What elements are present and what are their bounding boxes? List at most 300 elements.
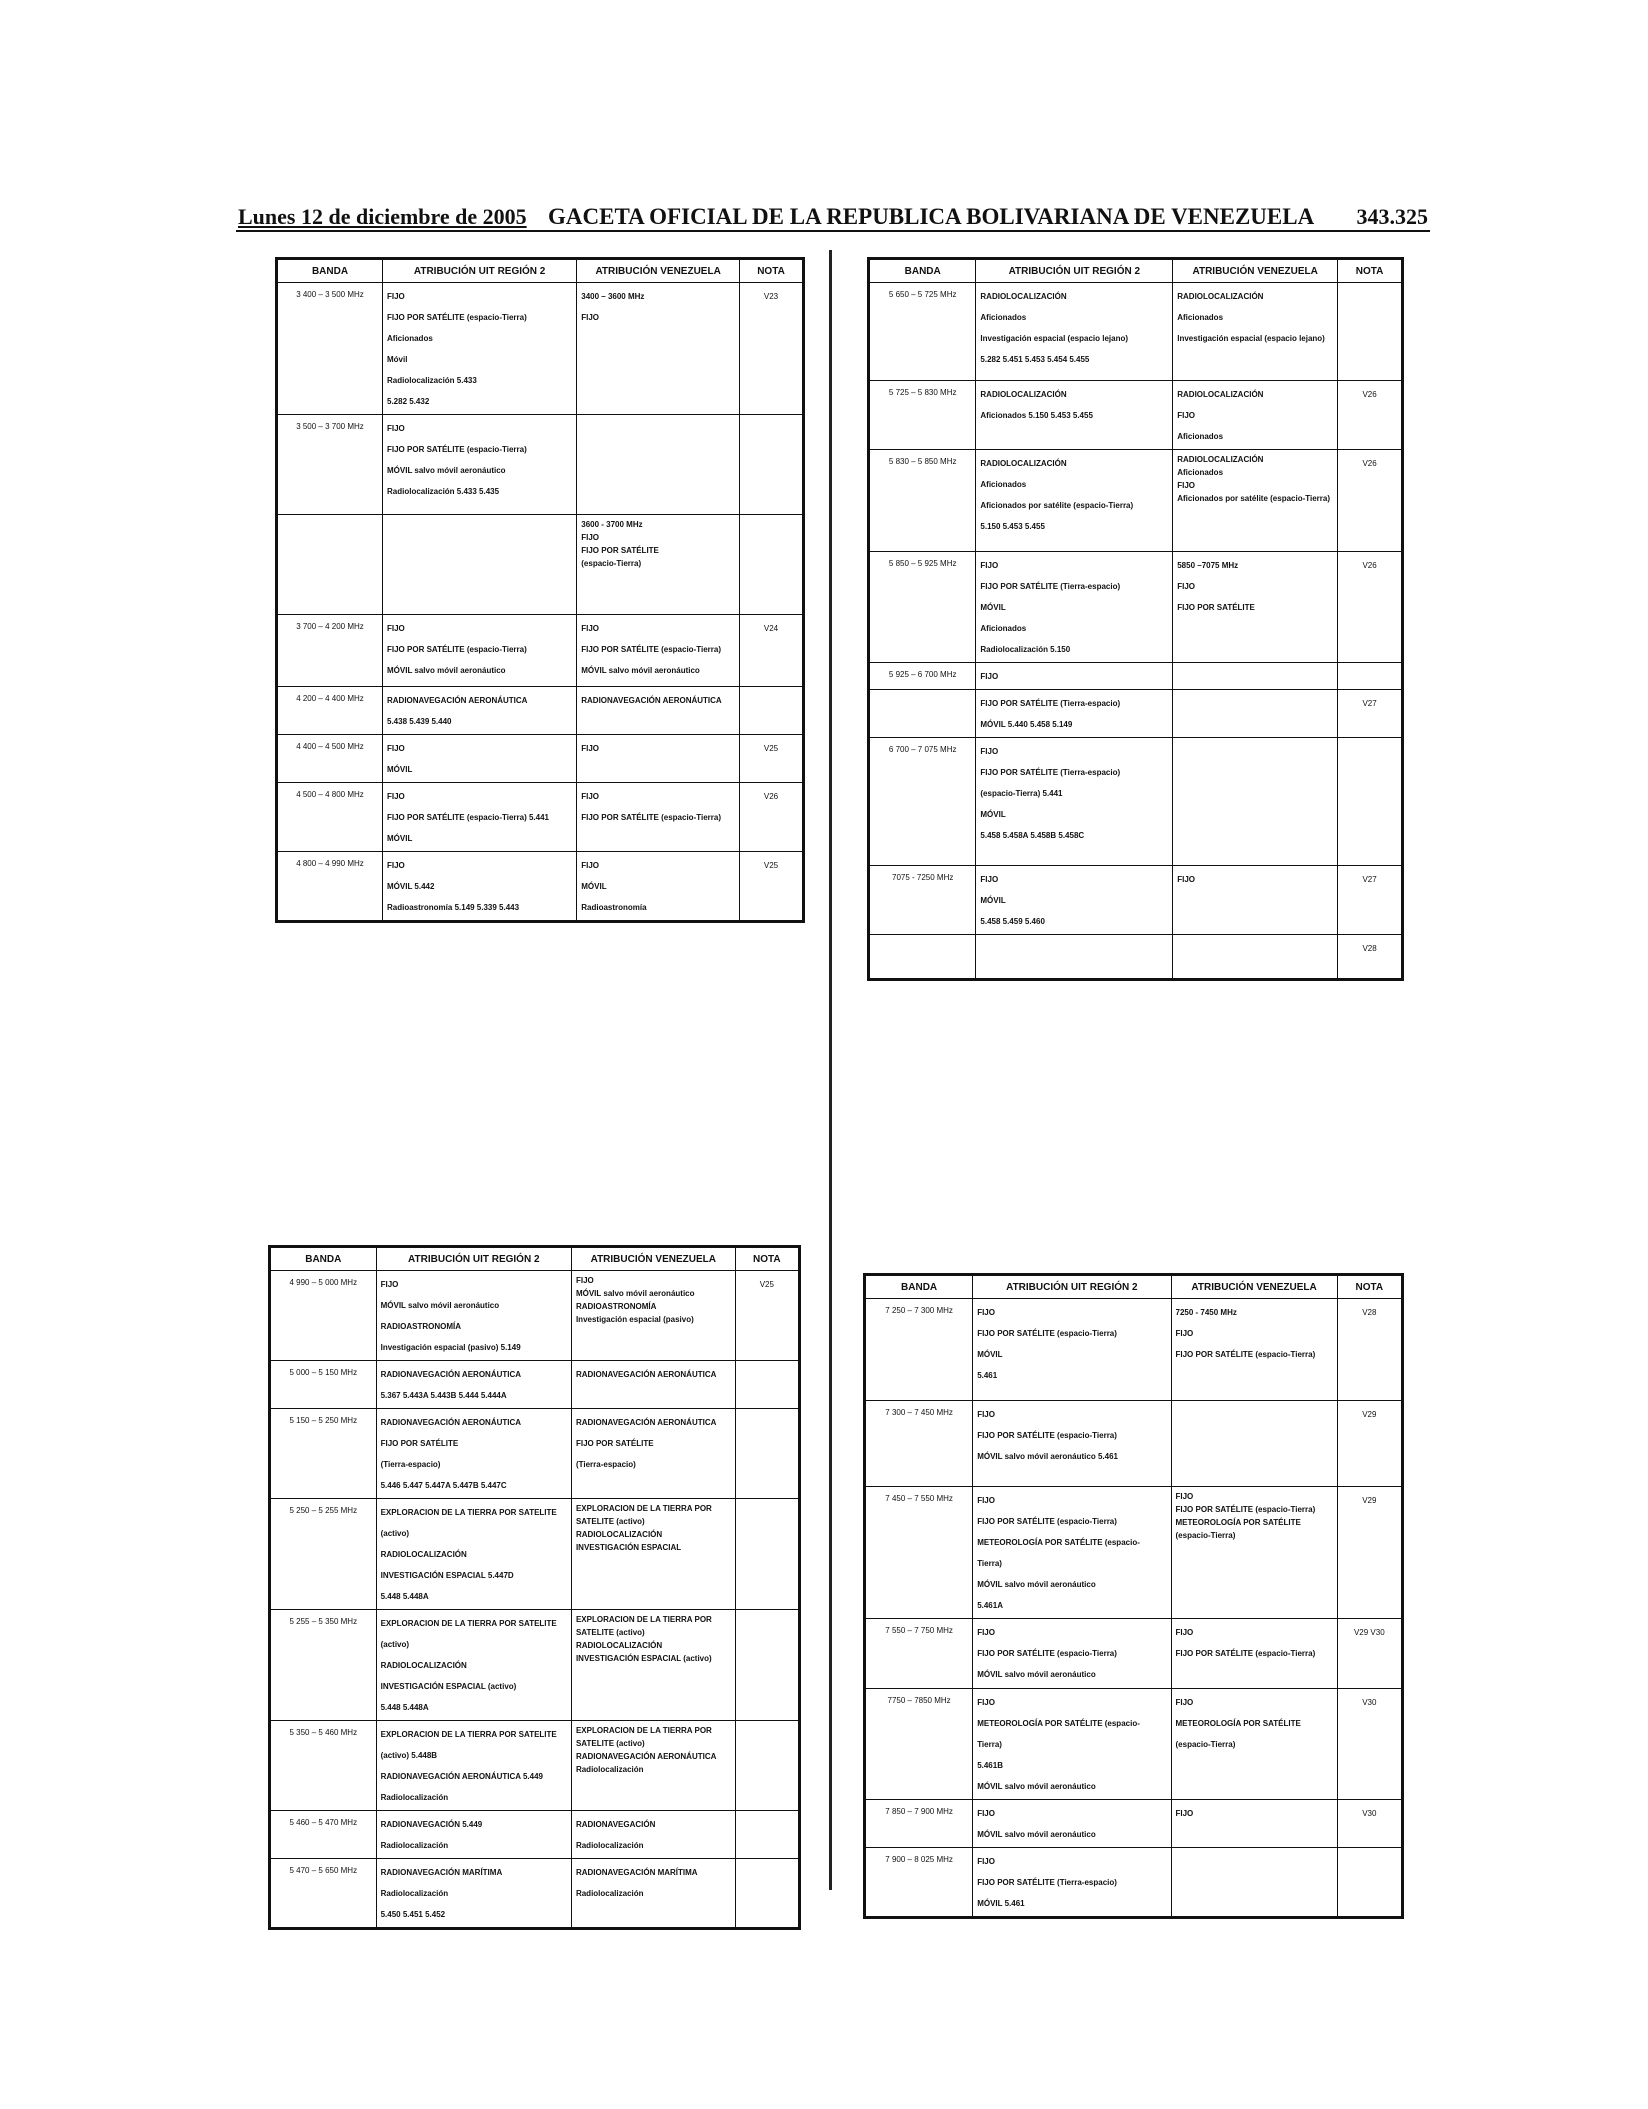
allocation-line: METEOROLOGÍA POR SATÉLITE	[1175, 1518, 1301, 1527]
venezuela-allocation-cell	[1171, 1487, 1337, 1619]
allocation-line: MÓVIL salvo móvil aeronáutico	[977, 1670, 1096, 1679]
band-cell	[278, 515, 383, 615]
allocation-line: MÓVIL	[387, 765, 413, 774]
band-cell: 7 900 – 8 025 MHz	[866, 1848, 973, 1917]
allocation-line: MÓVIL	[980, 603, 1006, 612]
note-cell: V28	[1337, 1299, 1401, 1401]
band-cell: 5 470 – 5 650 MHz	[271, 1859, 377, 1928]
band-cell: 5 255 – 5 350 MHz	[271, 1610, 377, 1721]
allocation-line: FIJO	[581, 861, 600, 870]
venezuela-allocation-cell	[1171, 1619, 1337, 1689]
band-cell	[870, 690, 976, 738]
table-row	[271, 1721, 799, 1811]
allocation-line: 5.458 5.459 5.460	[980, 917, 1045, 926]
note-cell: V30	[1337, 1689, 1401, 1800]
table-row	[866, 1800, 1402, 1848]
itu-allocation-cell	[376, 1409, 571, 1499]
allocation-line: EXPLORACION DE LA TIERRA POR	[575, 1726, 712, 1735]
allocation-line: RADIOLOCALIZACIÓN	[980, 390, 1067, 399]
allocation-line: (activo)	[380, 1529, 410, 1538]
itu-allocation-cell	[973, 1401, 1171, 1487]
venezuela-allocation-cell	[1171, 1401, 1337, 1487]
allocation-line: FIJO POR SATÉLITE (espacio-Tierra)	[1175, 1350, 1316, 1359]
itu-allocation-cell	[976, 381, 1173, 450]
table-row	[278, 515, 803, 615]
table-row	[870, 283, 1402, 381]
table-header-row	[866, 1276, 1402, 1299]
venezuela-allocation-cell	[571, 1499, 735, 1610]
itu-allocation-cell	[973, 1800, 1171, 1848]
allocation-line: MÓVIL salvo móvil aeronáutico	[977, 1830, 1096, 1839]
allocation-line: FIJO	[1177, 481, 1196, 490]
band-cell: 3 500 – 3 700 MHz	[278, 415, 383, 515]
band-cell: 5 150 – 5 250 MHz	[271, 1409, 377, 1499]
column-header: BANDA	[278, 260, 383, 283]
table-row	[870, 663, 1402, 690]
table-row	[870, 690, 1402, 738]
allocation-line: Aficionados	[1177, 468, 1224, 477]
allocation-line: FIJO	[1177, 875, 1196, 884]
band-cell: 5 925 – 6 700 MHz	[870, 663, 976, 690]
table-row	[278, 735, 803, 783]
note-cell	[1337, 1848, 1401, 1917]
itu-allocation-cell	[383, 852, 577, 921]
venezuela-allocation-cell	[571, 1610, 735, 1721]
allocation-line: FIJO	[1175, 1329, 1194, 1338]
venezuela-allocation-cell	[577, 283, 740, 415]
venezuela-allocation-cell	[1171, 1848, 1337, 1917]
band-cell: 5 650 – 5 725 MHz	[870, 283, 976, 381]
allocation-line: FIJO	[977, 1410, 995, 1419]
band-cell: 5 850 – 5 925 MHz	[870, 552, 976, 663]
venezuela-allocation-cell	[577, 783, 740, 852]
allocation-line: 3400 – 3600 MHz	[581, 292, 645, 301]
allocation-line: Aficionados	[980, 624, 1027, 633]
venezuela-allocation-cell	[571, 1271, 735, 1361]
allocation-line: FIJO	[977, 1628, 995, 1637]
table-row	[271, 1610, 799, 1721]
itu-allocation-cell	[383, 415, 577, 515]
allocation-line: INVESTIGACIÓN ESPACIAL (activo)	[380, 1682, 517, 1691]
table-row	[271, 1409, 799, 1499]
table-header-row	[271, 1248, 799, 1271]
itu-allocation-cell	[976, 552, 1173, 663]
venezuela-allocation-cell	[1173, 283, 1338, 381]
allocation-line: Radiolocalización 5.433	[387, 376, 477, 385]
allocation-line: MÓVIL	[980, 810, 1006, 819]
itu-allocation-cell	[976, 283, 1173, 381]
table-row	[278, 615, 803, 687]
venezuela-allocation-cell	[577, 515, 740, 615]
column-header: ATRIBUCIÓN VENEZUELA	[577, 260, 740, 283]
allocation-line: MÓVIL salvo móvil aeronáutico	[387, 466, 506, 475]
header-page-number: 343.325	[1356, 204, 1428, 229]
allocation-line: Aficionados	[1177, 313, 1224, 322]
venezuela-allocation-cell	[1173, 450, 1338, 552]
allocation-line: 5.282 5.432	[387, 397, 430, 406]
column-header: BANDA	[866, 1276, 973, 1299]
allocation-line: SATELITE (activo)	[575, 1517, 645, 1526]
column-header: NOTA	[1338, 260, 1402, 283]
note-cell: V30	[1337, 1800, 1401, 1848]
itu-allocation-cell	[383, 687, 577, 735]
allocation-line: Aficionados	[1177, 432, 1224, 441]
allocation-line: RADIONAVEGACIÓN AERONÁUTICA	[575, 1752, 717, 1761]
itu-allocation-cell	[973, 1487, 1171, 1619]
allocation-line: FIJO	[1177, 411, 1196, 420]
allocation-line: Radiolocalización	[575, 1765, 644, 1774]
allocation-line: RADIONAVEGACIÓN AERONÁUTICA	[380, 1370, 522, 1379]
venezuela-allocation-cell	[577, 615, 740, 687]
allocation-line: RADIOLOCALIZACIÓN	[1177, 292, 1264, 301]
band-cell: 4 800 – 4 990 MHz	[278, 852, 383, 921]
allocation-line: Radioastronomía 5.149 5.339 5.443	[387, 903, 520, 912]
table-row	[278, 783, 803, 852]
note-cell: V29	[1337, 1401, 1401, 1487]
note-cell	[735, 1409, 798, 1499]
column-header: ATRIBUCIÓN UIT REGIÓN 2	[376, 1248, 571, 1271]
allocation-line: Tierra)	[977, 1559, 1002, 1568]
allocation-line: Aficionados	[980, 313, 1027, 322]
venezuela-allocation-cell	[571, 1859, 735, 1928]
allocation-line: Radiolocalización	[380, 1841, 449, 1850]
venezuela-allocation-cell	[1171, 1800, 1337, 1848]
allocation-table	[270, 1247, 799, 1928]
column-header: ATRIBUCIÓN VENEZUELA	[571, 1248, 735, 1271]
venezuela-allocation-cell	[571, 1409, 735, 1499]
allocation-line: FIJO POR SATÉLITE (espacio-Tierra) 5.441	[387, 813, 549, 822]
venezuela-allocation-cell	[571, 1721, 735, 1811]
note-cell	[735, 1499, 798, 1610]
allocation-line: RADIONAVEGACIÓN AERONÁUTICA	[380, 1418, 522, 1427]
allocation-line: 5.446 5.447 5.447A 5.447B 5.447C	[380, 1481, 507, 1490]
allocation-line: RADIOLOCALIZACIÓN	[980, 459, 1067, 468]
band-cell: 6 700 – 7 075 MHz	[870, 738, 976, 866]
allocation-line: RADIOASTRONOMÍA	[575, 1302, 657, 1311]
allocation-line: (Tierra-espacio)	[575, 1460, 636, 1469]
allocation-line: EXPLORACION DE LA TIERRA POR SATELITE	[380, 1730, 557, 1739]
itu-allocation-cell	[976, 935, 1173, 979]
allocation-line: (espacio-Tierra)	[581, 559, 642, 568]
allocation-line: INVESTIGACIÓN ESPACIAL (activo)	[575, 1654, 712, 1663]
band-cell	[870, 935, 976, 979]
table-row	[278, 415, 803, 515]
band-cell: 4 400 – 4 500 MHz	[278, 735, 383, 783]
allocation-line: FIJO	[980, 672, 999, 681]
allocation-line: SATELITE (activo)	[575, 1739, 645, 1748]
header-title: GACETA OFICIAL DE LA REPUBLICA BOLIVARIANA DE VENEZUELA	[548, 204, 1315, 229]
allocation-line: RADIOLOCALIZACIÓN	[380, 1550, 467, 1559]
allocation-line: Aficionados 5.150 5.453 5.455	[980, 411, 1093, 420]
allocation-line: FIJO	[387, 292, 405, 301]
allocation-line: FIJO	[387, 744, 405, 753]
table-row	[870, 866, 1402, 935]
allocation-line: 5.450 5.451 5.452	[380, 1910, 446, 1919]
allocation-line: FIJO	[380, 1280, 399, 1289]
note-cell: V26	[1338, 450, 1402, 552]
band-cell: 5 725 – 5 830 MHz	[870, 381, 976, 450]
allocation-line: FIJO POR SATÉLITE	[575, 1439, 654, 1448]
allocation-line: FIJO	[977, 1809, 995, 1818]
itu-allocation-cell	[376, 1811, 571, 1859]
allocation-line: RADIONAVEGACIÓN MARÍTIMA	[575, 1868, 698, 1877]
allocation-line: FIJO	[1175, 1809, 1194, 1818]
allocation-line: FIJO POR SATÉLITE (Tierra-espacio)	[977, 1878, 1117, 1887]
allocation-line: FIJO	[387, 792, 405, 801]
allocation-line: RADIOLOCALIZACIÓN	[575, 1530, 663, 1539]
table-row	[870, 552, 1402, 663]
note-cell	[740, 415, 803, 515]
allocation-table	[865, 1275, 1402, 1917]
itu-allocation-cell	[376, 1859, 571, 1928]
band-cell: 3 400 – 3 500 MHz	[278, 283, 383, 415]
venezuela-allocation-cell	[1173, 866, 1338, 935]
allocation-line: METEOROLOGÍA POR SATÉLITE (espacio-	[977, 1719, 1140, 1728]
allocation-line: RADIOLOCALIZACIÓN	[575, 1641, 663, 1650]
allocation-line: RADIONAVEGACIÓN AERONÁUTICA	[575, 1370, 717, 1379]
allocation-line: FIJO	[575, 1276, 594, 1285]
table-row	[866, 1689, 1402, 1800]
itu-allocation-cell	[383, 515, 577, 615]
table-row	[271, 1271, 799, 1361]
note-cell: V29	[1337, 1487, 1401, 1619]
allocation-line: RADIOLOCALIZACIÓN	[1177, 455, 1264, 464]
allocation-line: MÓVIL	[581, 882, 607, 891]
column-header: ATRIBUCIÓN UIT REGIÓN 2	[976, 260, 1173, 283]
itu-allocation-cell	[383, 283, 577, 415]
itu-allocation-cell	[376, 1721, 571, 1811]
itu-allocation-cell	[376, 1499, 571, 1610]
note-cell: V27	[1338, 690, 1402, 738]
allocation-line: RADIONAVEGACIÓN MARÍTIMA	[380, 1868, 503, 1877]
band-cell: 7750 – 7850 MHz	[866, 1689, 973, 1800]
allocation-line: EXPLORACION DE LA TIERRA POR SATELITE	[380, 1508, 557, 1517]
allocation-line: FIJO POR SATÉLITE (espacio-Tierra)	[387, 445, 527, 454]
band-cell: 5 460 – 5 470 MHz	[271, 1811, 377, 1859]
allocation-line: (Tierra-espacio)	[380, 1460, 441, 1469]
allocation-line: INVESTIGACIÓN ESPACIAL 5.447D	[380, 1571, 514, 1580]
allocation-line: FIJO	[581, 313, 600, 322]
venezuela-allocation-cell	[1173, 738, 1338, 866]
note-cell: V23	[740, 283, 803, 415]
allocation-line: 7250 - 7450 MHz	[1175, 1308, 1237, 1317]
band-cell: 5 830 – 5 850 MHz	[870, 450, 976, 552]
table-row	[870, 381, 1402, 450]
venezuela-allocation-cell	[1173, 552, 1338, 663]
itu-allocation-cell	[973, 1619, 1171, 1689]
allocation-line: RADIOASTRONOMÍA	[380, 1322, 462, 1331]
column-divider	[829, 250, 832, 1890]
itu-allocation-cell	[973, 1848, 1171, 1917]
note-cell: V26	[740, 783, 803, 852]
allocation-line: SATELITE (activo)	[575, 1628, 645, 1637]
itu-allocation-cell	[376, 1610, 571, 1721]
allocation-line: FIJO POR SATÉLITE	[581, 546, 659, 555]
allocation-line: 5.461A	[977, 1601, 1003, 1610]
allocation-line: RADIOLOCALIZACIÓN	[380, 1661, 467, 1670]
allocation-line: FIJO	[581, 744, 600, 753]
itu-allocation-cell	[976, 866, 1173, 935]
allocation-line: 5.448 5.448A	[380, 1703, 429, 1712]
allocation-line: FIJO	[977, 1496, 995, 1505]
column-header: ATRIBUCIÓN VENEZUELA	[1171, 1276, 1337, 1299]
allocation-line: Tierra)	[977, 1740, 1002, 1749]
note-cell	[735, 1721, 798, 1811]
allocation-line: FIJO POR SATÉLITE	[1177, 603, 1255, 612]
note-cell: V26	[1338, 552, 1402, 663]
note-cell	[740, 687, 803, 735]
allocation-line: FIJO	[581, 624, 600, 633]
allocation-line: RADIOLOCALIZACIÓN	[1177, 390, 1264, 399]
venezuela-allocation-cell	[1173, 381, 1338, 450]
allocation-line: Investigación espacial (espacio lejano)	[980, 334, 1128, 343]
note-cell: V25	[740, 735, 803, 783]
allocation-line: Móvil	[387, 355, 408, 364]
allocation-line: MÓVIL 5.440 5.458 5.149	[980, 720, 1073, 729]
band-cell: 7 450 – 7 550 MHz	[866, 1487, 973, 1619]
venezuela-allocation-cell	[1173, 935, 1338, 979]
allocation-line: 3600 - 3700 MHz	[581, 520, 643, 529]
allocation-line: Radiolocalización	[575, 1841, 644, 1850]
note-cell	[735, 1610, 798, 1721]
allocation-line: 5.282 5.451 5.453 5.454 5.455	[980, 355, 1090, 364]
allocation-line: FIJO	[581, 792, 600, 801]
allocation-line: Aficionados	[980, 480, 1027, 489]
allocation-line: MÓVIL salvo móvil aeronáutico	[977, 1782, 1096, 1791]
note-cell	[1338, 663, 1402, 690]
allocation-line: 5.448 5.448A	[380, 1592, 429, 1601]
table-header-row	[278, 260, 803, 283]
itu-allocation-cell	[976, 690, 1173, 738]
allocation-line: FIJO POR SATÉLITE (espacio-Tierra)	[977, 1431, 1117, 1440]
frequency-table-bottom-right	[863, 1273, 1404, 1919]
allocation-line: MÓVIL salvo móvil aeronáutico	[387, 666, 506, 675]
allocation-line: Radioastronomía	[581, 903, 647, 912]
allocation-line: FIJO POR SATÉLITE (espacio-Tierra)	[1175, 1505, 1316, 1514]
allocation-line: FIJO POR SATÉLITE (espacio-Tierra)	[581, 813, 721, 822]
note-cell: V29 V30	[1337, 1619, 1401, 1689]
column-header: NOTA	[735, 1248, 798, 1271]
allocation-line: MÓVIL	[980, 896, 1006, 905]
note-cell: V27	[1338, 866, 1402, 935]
allocation-line: FIJO POR SATÉLITE (espacio-Tierra)	[581, 645, 721, 654]
table-row	[870, 450, 1402, 552]
allocation-table	[869, 259, 1402, 979]
table-row	[866, 1848, 1402, 1917]
band-cell: 4 990 – 5 000 MHz	[271, 1271, 377, 1361]
allocation-line: EXPLORACION DE LA TIERRA POR	[575, 1615, 712, 1624]
venezuela-allocation-cell	[1171, 1299, 1337, 1401]
note-cell	[1338, 283, 1402, 381]
column-header: ATRIBUCIÓN VENEZUELA	[1173, 260, 1338, 283]
allocation-line: MÓVIL 5.442	[387, 882, 435, 891]
note-cell	[735, 1361, 798, 1409]
venezuela-allocation-cell	[571, 1811, 735, 1859]
allocation-line: (activo)	[380, 1640, 410, 1649]
allocation-line: FIJO	[387, 861, 405, 870]
allocation-line: MÓVIL salvo móvil aeronáutico	[977, 1580, 1096, 1589]
allocation-line: Aficionados por satélite (espacio-Tierra)	[980, 501, 1134, 510]
note-cell: V28	[1338, 935, 1402, 979]
band-cell: 4 500 – 4 800 MHz	[278, 783, 383, 852]
note-cell: V25	[740, 852, 803, 921]
allocation-line: Investigación espacial (pasivo)	[575, 1315, 694, 1324]
allocation-line: FIJO	[1177, 582, 1196, 591]
allocation-line: MÓVIL salvo móvil aeronáutico	[581, 666, 700, 675]
allocation-line: 5.438 5.439 5.440	[387, 717, 452, 726]
table-row	[271, 1361, 799, 1409]
venezuela-allocation-cell	[1173, 690, 1338, 738]
band-cell: 7 250 – 7 300 MHz	[866, 1299, 973, 1401]
table-row	[866, 1299, 1402, 1401]
allocation-line: FIJO POR SATÉLITE (espacio-Tierra)	[387, 645, 527, 654]
band-cell: 7 550 – 7 750 MHz	[866, 1619, 973, 1689]
allocation-line: RADIONAVEGACIÓN 5.449	[380, 1820, 483, 1829]
allocation-table	[277, 259, 803, 921]
allocation-line: MÓVIL salvo móvil aeronáutico	[575, 1289, 695, 1298]
column-header: BANDA	[271, 1248, 377, 1271]
allocation-line: (espacio-Tierra) 5.441	[980, 789, 1063, 798]
itu-allocation-cell	[976, 450, 1173, 552]
column-header: ATRIBUCIÓN UIT REGIÓN 2	[383, 260, 577, 283]
allocation-line: EXPLORACION DE LA TIERRA POR SATELITE	[380, 1619, 557, 1628]
allocation-line: Aficionados por satélite (espacio-Tierra)	[1177, 494, 1331, 503]
allocation-line: MÓVIL	[387, 834, 413, 843]
table-row	[278, 687, 803, 735]
allocation-line: RADIONAVEGACIÓN	[575, 1820, 656, 1829]
allocation-line: (espacio-Tierra)	[1175, 1531, 1236, 1540]
allocation-line: METEOROLOGÍA POR SATÉLITE	[1175, 1719, 1301, 1728]
frequency-table-top-left	[275, 257, 805, 923]
header-rule	[236, 230, 1430, 232]
band-cell: 7 850 – 7 900 MHz	[866, 1800, 973, 1848]
allocation-line: Radiolocalización 5.150	[980, 645, 1071, 654]
table-row	[271, 1499, 799, 1610]
table-row	[866, 1487, 1402, 1619]
allocation-line: FIJO	[980, 747, 999, 756]
itu-allocation-cell	[973, 1689, 1171, 1800]
column-header: NOTA	[1337, 1276, 1401, 1299]
allocation-line: (espacio-Tierra)	[1175, 1740, 1236, 1749]
table-row	[870, 738, 1402, 866]
note-cell: V25	[735, 1271, 798, 1361]
allocation-line: FIJO	[1175, 1628, 1194, 1637]
allocation-line: FIJO POR SATÉLITE (espacio-Tierra)	[977, 1517, 1117, 1526]
allocation-line: FIJO POR SATÉLITE (Tierra-espacio)	[980, 768, 1121, 777]
table-row	[278, 852, 803, 921]
allocation-line: FIJO POR SATÉLITE (Tierra-espacio)	[980, 582, 1121, 591]
allocation-line: RADIONAVEGACIÓN AERONÁUTICA	[575, 1418, 717, 1427]
table-row	[278, 283, 803, 415]
venezuela-allocation-cell	[577, 415, 740, 515]
venezuela-allocation-cell	[1173, 663, 1338, 690]
allocation-line: EXPLORACION DE LA TIERRA POR	[575, 1504, 712, 1513]
allocation-line: 5.150 5.453 5.455	[980, 522, 1045, 531]
table-row	[271, 1811, 799, 1859]
column-header: ATRIBUCIÓN UIT REGIÓN 2	[973, 1276, 1171, 1299]
band-cell: 5 000 – 5 150 MHz	[271, 1361, 377, 1409]
band-cell: 4 200 – 4 400 MHz	[278, 687, 383, 735]
allocation-line: 5850 –7075 MHz	[1177, 561, 1239, 570]
allocation-line: FIJO	[977, 1308, 995, 1317]
venezuela-allocation-cell	[1171, 1689, 1337, 1800]
table-row	[271, 1859, 799, 1928]
allocation-line: MÓVIL salvo móvil aeronáutico 5.461	[977, 1452, 1118, 1461]
table-row	[866, 1619, 1402, 1689]
allocation-line: 5.458 5.458A 5.458B 5.458C	[980, 831, 1085, 840]
allocation-line: MÓVIL	[977, 1350, 1003, 1359]
allocation-line: FIJO	[581, 533, 600, 542]
